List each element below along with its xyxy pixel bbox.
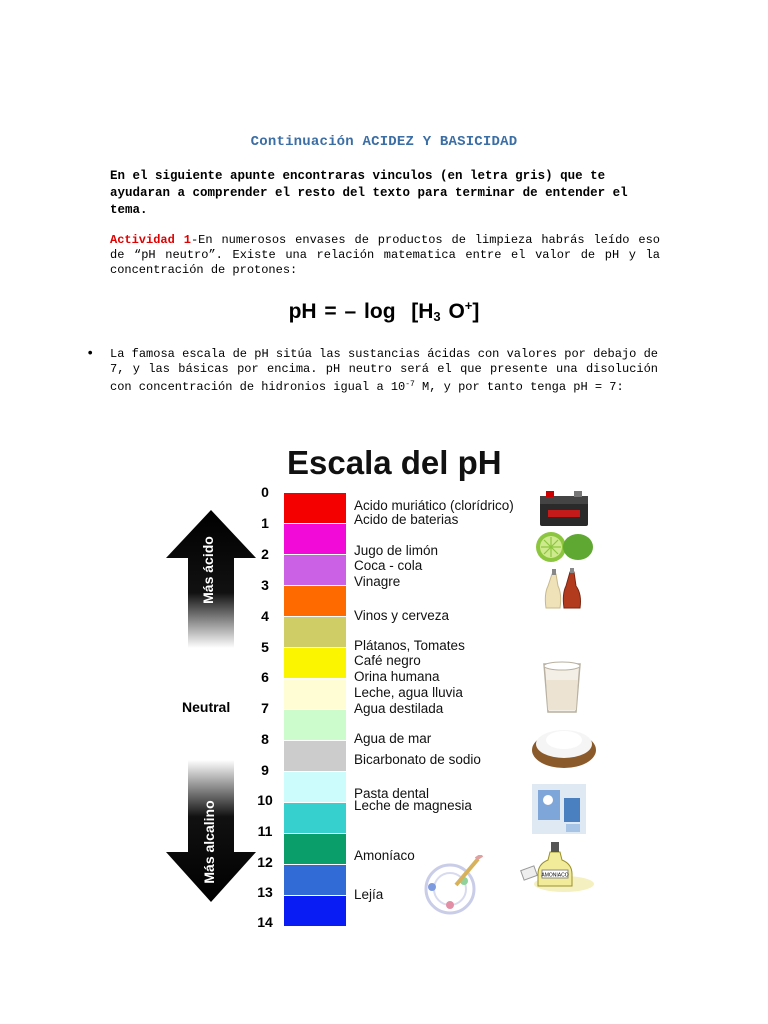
lime-icon — [531, 529, 595, 565]
acid-arrow-label: Más ácido — [200, 536, 216, 604]
formula-close: ] — [472, 300, 480, 323]
molecule-icon — [420, 855, 484, 917]
ph-swatch — [284, 586, 346, 616]
substance-label: Leche, agua lluvia — [354, 685, 463, 700]
substance-label: Vinos y cerveza — [354, 608, 450, 623]
car-battery-icon — [536, 486, 592, 530]
formula-mid: O — [440, 300, 465, 323]
scale-number: 2 — [261, 546, 269, 562]
bullet-icon: • — [86, 346, 95, 362]
bullet-exponent: -7 — [405, 380, 415, 389]
scale-number: 14 — [257, 914, 273, 930]
activity-label: Actividad 1 — [110, 233, 191, 247]
baking-soda-bowl-icon — [530, 722, 598, 772]
ph-swatch — [284, 617, 346, 647]
vinegar-bottles-icon — [540, 566, 586, 612]
substance-label: Amoníaco — [354, 848, 415, 863]
ph-swatch — [284, 896, 346, 926]
ph-swatch — [284, 493, 346, 523]
scale-number: 7 — [261, 700, 269, 716]
milk-glass-icon — [538, 658, 586, 716]
ph-swatch — [284, 710, 346, 740]
ph-swatch — [284, 803, 346, 833]
alkaline-arrow-label: Más alcalino — [201, 800, 217, 884]
scale-number: 1 — [261, 515, 269, 531]
ph-swatch — [284, 741, 346, 771]
substance-label: Agua de mar — [354, 731, 432, 746]
bullet-paragraph — [110, 347, 658, 395]
substance-label: Plátanos, Tomates — [354, 638, 465, 653]
formula-open: [H — [411, 300, 434, 323]
ammonia-bottle-label: AMONIACO — [541, 872, 569, 879]
ph-swatch — [284, 834, 346, 864]
ph-swatch — [284, 772, 346, 802]
substance-label: Café negro — [354, 653, 421, 668]
ph-formula — [0, 298, 768, 324]
substance-label: Lejía — [354, 887, 384, 902]
toothpaste-icon — [530, 776, 588, 836]
substance-label: Orina humana — [354, 669, 440, 684]
scale-number: 12 — [257, 854, 273, 870]
ph-swatch — [284, 524, 346, 554]
scale-number: 10 — [257, 792, 273, 808]
scale-number: 11 — [257, 823, 273, 839]
substance-label: Bicarbonato de sodio — [354, 752, 481, 767]
scale-number: 0 — [261, 484, 269, 500]
activity-text: -En numerosos envases de productos de limpieza habrás leído eso de “pH neutro”. Existe una relación matematica entre el valor de pH y la concentración de protones: — [110, 233, 660, 277]
substance-label: Agua destilada — [354, 701, 444, 716]
chart-title: Escala del pH — [287, 444, 502, 481]
substance-label: Acido de baterias — [354, 512, 459, 527]
ph-swatch — [284, 555, 346, 585]
activity-paragraph — [110, 233, 660, 278]
substance-label: Acido muriático (clorídrico) — [354, 498, 514, 513]
scale-number: 6 — [261, 669, 269, 685]
formula-sup: + — [464, 298, 473, 313]
formula-lhs: pH = – log — [288, 300, 396, 323]
intro-paragraph: En el siguiente apunte encontraras vinculos (en letra gris) que te ayudaran a comprender el resto del texto para terminar de entender el tema. — [110, 169, 628, 217]
bullet-text-1: La famosa escala de pH sitúa las sustancias ácidas con valores por debajo de 7, y las básicas por encima. pH neutro será el que presente una disolución con concentración de hidronios igual a 10 — [110, 347, 658, 394]
scale-number: 5 — [261, 639, 269, 655]
scale-number: 8 — [261, 731, 269, 747]
ph-swatch — [284, 865, 346, 895]
substance-label: Vinagre — [354, 574, 401, 589]
substance-label: Coca - cola — [354, 558, 423, 573]
scale-number: 4 — [261, 608, 269, 624]
formula-sub: 3 — [433, 309, 441, 324]
neutral-label: Neutral — [182, 699, 231, 715]
ammonia-bottle-icon — [520, 838, 602, 896]
scale-number: 9 — [261, 762, 269, 778]
substance-label: Leche de magnesia — [354, 798, 472, 813]
bullet-text-2: M, y por tanto tenga pH = 7: — [414, 380, 624, 394]
scale-number: 3 — [261, 577, 269, 593]
ph-swatch — [284, 648, 346, 678]
scale-number: 13 — [257, 884, 273, 900]
substance-label: Jugo de limón — [354, 543, 439, 558]
page-heading: Continuación ACIDEZ Y BASICIDAD — [250, 134, 518, 150]
substance-label: Pasta dental — [354, 786, 430, 801]
ph-swatch — [284, 679, 346, 709]
